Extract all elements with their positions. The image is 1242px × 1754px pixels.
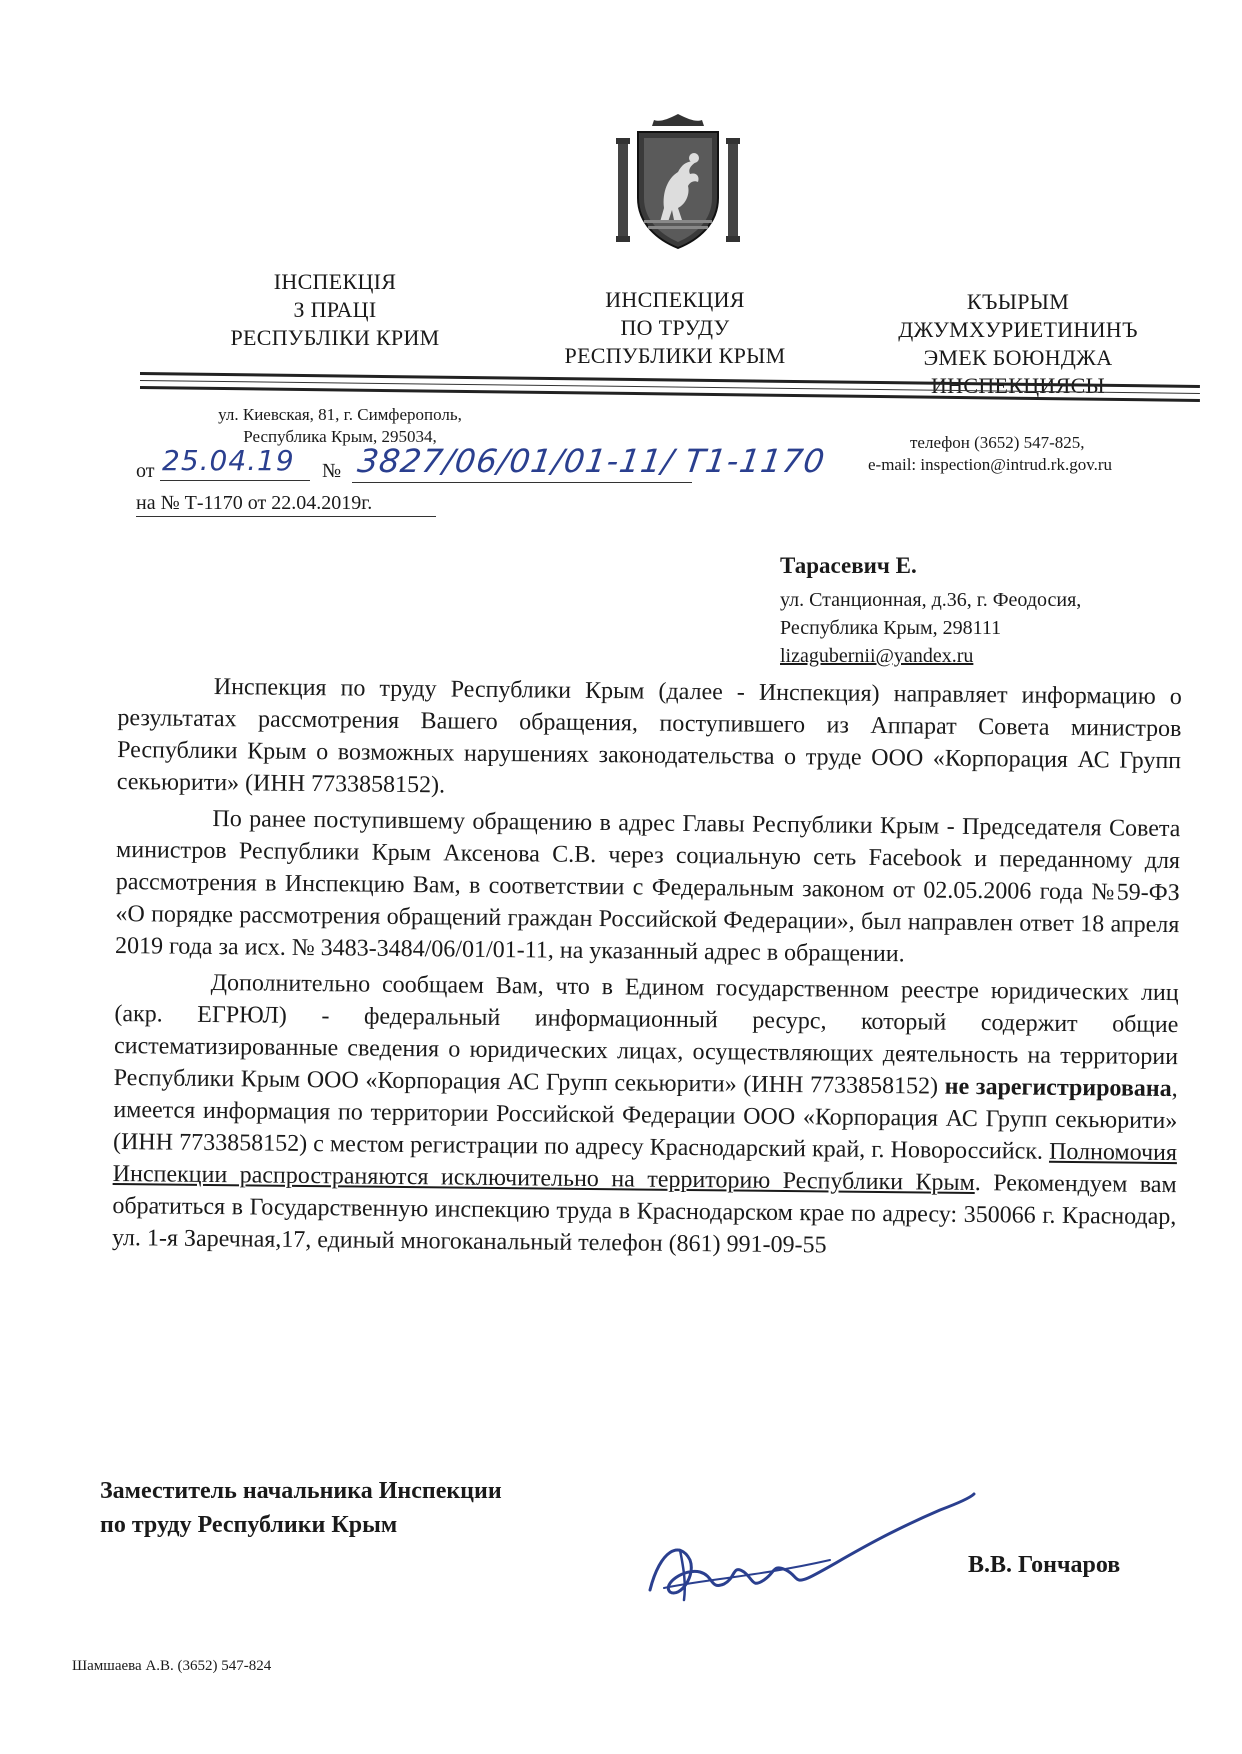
body-p3-part-a: Дополнительно сообщаем Вам, что в Едином государственном реестре юридических лиц (акр. ЕГРЮЛ) - федеральный информационный ресурс, который содержит общие систематизированные сведения о юридических лицах, осуществляющих деятельность на территории Республики Крым ООО «Корпорация АС Групп секьюрити» (ИНН 7733858152) <box>113 969 1179 1100</box>
header-right-line-1: КЪЫРЫМ <box>966 289 1070 314</box>
header-mid-line-2: ПО ТРУДУ <box>620 315 730 340</box>
recipient-block <box>780 552 1081 670</box>
reference-from-label: от <box>136 460 155 482</box>
header-mid-line-1: ИНСПЕКЦИЯ <box>605 287 745 312</box>
signatory-position <box>100 1474 502 1542</box>
reference-date-underline <box>160 480 310 481</box>
body-paragraph-2: По ранее поступившему обращению в адрес Главы Республики Крым - Председателя Совета министров Республики Крым Аксенова С.В. через социальную сеть Facebook и переданному для рассмотрения в Инспекцию Вам, в соответствии с Федеральным законом от 02.05.2006 года №59-ФЗ «О порядке рассмотрения обращений граждан Российской Федерации», был направлен ответ 18 апреля 2019 года за исх. № 3483-3484/06/01/01-11, на указанный адрес в обращении. <box>114 805 1181 968</box>
header-right-line-4: ИНСПЕКЦИЯСЫ <box>930 373 1106 398</box>
signatory-position-line-1: Заместитель начальника Инспекции <box>100 1478 502 1504</box>
reference-number-label: № <box>322 460 342 482</box>
header-right-line-2: ДЖУМХУРИЕТИНИНЪ <box>898 317 1138 342</box>
body-p3-not-registered: не зарегистрирована <box>944 1073 1172 1103</box>
sender-email: e-mail: inspection@intrud.rk.gov.ru <box>868 455 1113 474</box>
letter-body <box>112 670 1182 1265</box>
body-p3-jurisdiction-underlined: Полномочия Инспекции распространяются исключительно на территорию Республики Крым <box>112 1138 1178 1196</box>
reference-number-handwritten: 3827/06/01/01-11/ Т1-1170 <box>355 442 828 480</box>
reference-date-handwritten: 25.04.19 <box>162 444 295 477</box>
sender-contacts <box>868 432 1188 476</box>
header-ukrainian <box>210 268 460 352</box>
sender-address-line-2: Республика Крым, 295034, <box>243 427 437 446</box>
header-left-line-2: З ПРАЦІ <box>293 297 377 322</box>
reference-reply-to: на № Т-1170 от 22.04.2019г. <box>136 492 373 514</box>
recipient-address-line-2: Республика Крым, 298111 <box>780 617 1002 639</box>
recipient-address-line-1: ул. Станционная, д.36, г. Феодосия, <box>780 589 1082 611</box>
reference-number-underline <box>352 482 692 483</box>
sender-phone: телефон (3652) 547-825, <box>910 433 1085 452</box>
sender-address-line-1: ул. Киевская, 81, г. Симферополь, <box>218 405 462 424</box>
signatory-position-line-2: по труду Республики Крым <box>100 1512 398 1538</box>
body-paragraph-1: Инспекция по труду Республики Крым (далее - Инспекция) направляет информацию о результатах рассмотрения Вашего обращения, поступившего из Аппарат Совета министров Республики Крым о возможных нарушениях законодательства о труде ООО «Корпорация АС Групп секьюрити» (ИНН 7733858152). <box>116 674 1182 799</box>
body-p3-part-e: . Рекомендуем вам обратиться в Государственную инспекцию труда в Краснодарском крае по адресу: 350066 г. Краснодар, ул. 1-я Заречная,17, единый многоканальный телефон (861) 991-09-55 <box>111 1170 1177 1259</box>
header-right-line-3: ЭМЕК БОЮНДЖА <box>923 345 1113 370</box>
body-paragraph-3 <box>112 966 1179 1265</box>
reference-line <box>136 442 836 520</box>
header-left-line-1: ІНСПЕКЦІЯ <box>273 269 397 294</box>
header-russian <box>530 286 820 370</box>
handwritten-signature <box>640 1480 980 1620</box>
header-mid-line-3: РЕСПУБЛИКИ КРЫМ <box>564 343 786 368</box>
body-p3-part-c: , имеется информация по территории Российской Федерации ООО «Корпорация АС Групп секьюрити» (ИНН 7733858152) с местом регистрации по адресу Краснодарский край, г. Новороссийск. <box>112 1076 1178 1165</box>
reference-reply-underline <box>136 516 436 517</box>
crimea-coat-of-arms-icon <box>616 112 740 252</box>
signatory-name: В.В. Гончаров <box>968 1552 1121 1578</box>
executor-footer: Шамшаева А.В. (3652) 547-824 <box>72 1658 272 1674</box>
header-left-line-3: РЕСПУБЛІКИ КРИМ <box>230 325 440 350</box>
recipient-name: Тарасевич Е. <box>780 553 917 578</box>
recipient-email: lizagubernii@yandex.ru <box>780 645 974 667</box>
